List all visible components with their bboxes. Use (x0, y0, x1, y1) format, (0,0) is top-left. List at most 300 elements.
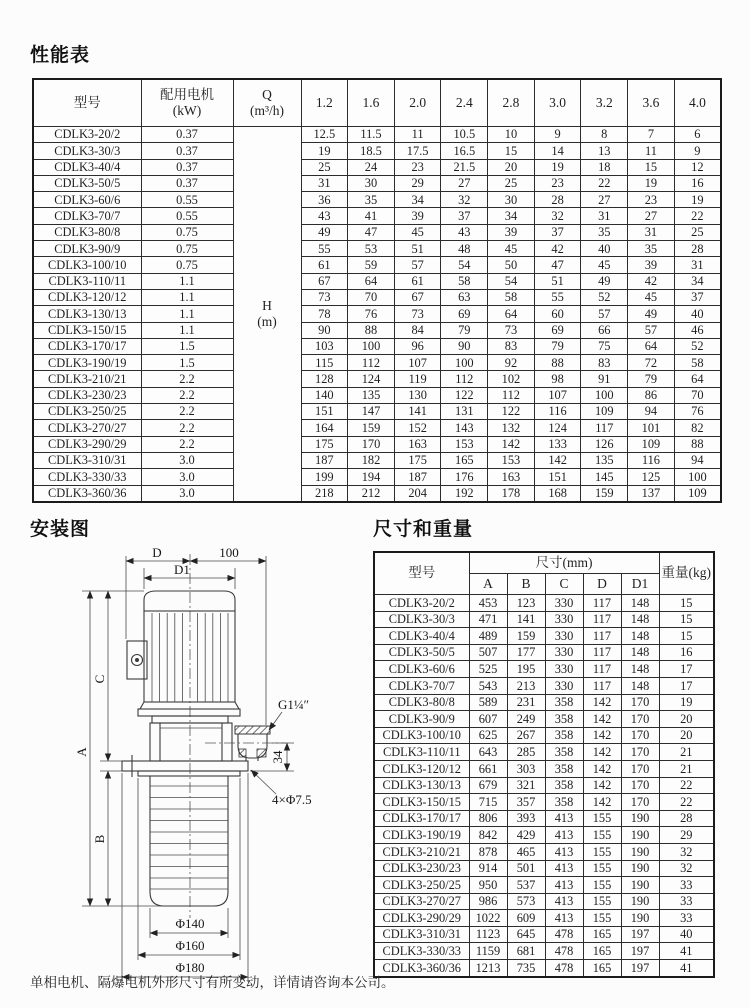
head-value-cell: 78 (301, 306, 348, 322)
model-cell: CDLK3-80/8 (374, 694, 469, 711)
head-value-cell: 49 (628, 306, 675, 322)
dimensions-row (374, 777, 714, 794)
head-value-cell: 119 (394, 371, 441, 387)
head-value-cell: 101 (628, 420, 675, 436)
dimensions-section-title: 尺寸和重量 (373, 519, 474, 540)
size-value-cell: 358 (545, 711, 583, 728)
head-value-cell: 86 (628, 387, 675, 403)
size-value-cell: 609 (507, 910, 545, 927)
model-cell: CDLK3-130/13 (33, 306, 141, 322)
head-value-cell: 20 (488, 159, 535, 175)
head-value-cell: 67 (301, 273, 348, 289)
head-value-cell: 58 (674, 355, 721, 371)
size-value-cell: 148 (621, 595, 659, 612)
head-value-cell: 145 (581, 469, 628, 485)
size-value-cell: 478 (545, 926, 583, 943)
head-value-cell: 27 (441, 175, 488, 191)
model-cell: CDLK3-40/4 (374, 628, 469, 645)
head-value-cell: 15 (628, 159, 675, 175)
head-value-cell: 163 (394, 436, 441, 452)
size-value-cell: 170 (621, 727, 659, 744)
size-value-cell: 170 (621, 777, 659, 794)
size-value-cell: 330 (545, 677, 583, 694)
size-value-cell: 170 (621, 744, 659, 761)
weight-cell: 28 (659, 810, 714, 827)
label-dia-160: Φ160 (175, 938, 205, 953)
performance-row (33, 387, 721, 403)
motor-kw-cell: 0.55 (141, 208, 233, 224)
col-header-flow-q: Q (m³/h) (233, 79, 301, 127)
head-value-cell: 170 (348, 436, 395, 452)
label-mount-holes: 4×Φ7.5 (272, 792, 312, 807)
size-value-cell: 190 (621, 877, 659, 894)
head-value-cell: 182 (348, 452, 395, 468)
size-value-cell: 1213 (469, 960, 507, 977)
size-value-cell: 155 (583, 860, 621, 877)
size-value-cell: 117 (583, 661, 621, 678)
flow-column-header: 2.4 (441, 79, 488, 127)
head-value-cell: 51 (394, 241, 441, 257)
size-value-cell: 358 (545, 694, 583, 711)
motor-kw-cell: 3.0 (141, 469, 233, 485)
head-value-cell: 109 (581, 404, 628, 420)
size-value-cell: 148 (621, 644, 659, 661)
head-value-cell: 91 (581, 371, 628, 387)
head-value-cell: 102 (488, 371, 535, 387)
head-value-cell: 57 (628, 322, 675, 338)
head-value-cell: 94 (628, 404, 675, 420)
dimensions-row (374, 611, 714, 628)
head-value-cell: 212 (348, 485, 395, 502)
head-value-cell: 11 (394, 127, 441, 143)
dimensions-row (374, 794, 714, 811)
size-value-cell: 478 (545, 943, 583, 960)
head-value-cell: 31 (301, 175, 348, 191)
size-value-cell: 625 (469, 727, 507, 744)
size-value-cell: 986 (469, 893, 507, 910)
head-value-cell: 178 (488, 485, 535, 502)
pump-support (150, 716, 232, 761)
head-value-cell: 151 (301, 404, 348, 420)
head-value-cell: 175 (394, 452, 441, 468)
head-value-cell: 23 (534, 175, 581, 191)
size-value-cell: 1123 (469, 926, 507, 943)
size-value-cell: 878 (469, 843, 507, 860)
flow-column-header: 1.2 (301, 79, 348, 127)
size-value-cell: 231 (507, 694, 545, 711)
model-cell: CDLK3-170/17 (374, 810, 469, 827)
weight-cell: 40 (659, 926, 714, 943)
size-value-cell: 715 (469, 794, 507, 811)
model-cell: CDLK3-30/3 (374, 611, 469, 628)
head-value-cell: 48 (441, 241, 488, 257)
head-value-cell: 55 (301, 241, 348, 257)
dimensions-row (374, 677, 714, 694)
size-value-cell: 645 (507, 926, 545, 943)
dimensions-row (374, 926, 714, 943)
head-value-cell: 10 (488, 127, 535, 143)
label-d1: D1 (174, 562, 190, 577)
head-value-cell: 135 (348, 387, 395, 403)
size-value-cell: 357 (507, 794, 545, 811)
size-value-cell: 358 (545, 727, 583, 744)
head-value-cell: 45 (581, 257, 628, 273)
motor-kw-cell: 3.0 (141, 452, 233, 468)
head-value-cell: 67 (394, 289, 441, 305)
head-value-cell: 12.5 (301, 127, 348, 143)
size-value-cell: 330 (545, 611, 583, 628)
model-cell: CDLK3-70/7 (374, 677, 469, 694)
size-value-cell: 806 (469, 810, 507, 827)
model-cell: CDLK3-210/21 (33, 371, 141, 387)
motor-kw-cell: 1.5 (141, 338, 233, 354)
head-value-cell: 90 (441, 338, 488, 354)
model-cell: CDLK3-190/19 (33, 355, 141, 371)
size-column-header: D1 (621, 574, 659, 595)
model-cell: CDLK3-150/15 (33, 322, 141, 338)
head-value-cell: 73 (301, 289, 348, 305)
label-dia-140: Φ140 (175, 916, 205, 931)
size-value-cell: 165 (583, 926, 621, 943)
dimensions-row (374, 595, 714, 612)
head-value-cell: 25 (301, 159, 348, 175)
size-value-cell: 155 (583, 810, 621, 827)
head-value-cell: 164 (301, 420, 348, 436)
head-value-cell: 37 (441, 208, 488, 224)
head-value-cell: 92 (488, 355, 535, 371)
head-value-cell: 18.5 (348, 143, 395, 159)
head-value-cell: 112 (348, 355, 395, 371)
head-value-cell: 42 (628, 273, 675, 289)
head-value-cell: 53 (348, 241, 395, 257)
size-value-cell: 190 (621, 810, 659, 827)
dimensions-row (374, 760, 714, 777)
size-value-cell: 465 (507, 843, 545, 860)
size-value-cell: 507 (469, 644, 507, 661)
label-c: C (92, 674, 107, 684)
size-value-cell: 142 (583, 711, 621, 728)
motor-kw-cell: 2.2 (141, 371, 233, 387)
head-value-cell: 187 (394, 469, 441, 485)
head-value-cell: 45 (394, 224, 441, 240)
col-header-model: 型号 (374, 552, 469, 595)
weight-cell: 29 (659, 827, 714, 844)
weight-cell: 41 (659, 943, 714, 960)
label-d: D (152, 546, 162, 560)
head-value-cell: 25 (488, 175, 535, 191)
size-value-cell: 661 (469, 760, 507, 777)
head-value-cell: 43 (441, 224, 488, 240)
head-value-cell: 36 (301, 192, 348, 208)
performance-table (32, 78, 722, 503)
model-cell: CDLK3-80/8 (33, 224, 141, 240)
label-100: 100 (219, 546, 239, 560)
size-value-cell: 117 (583, 628, 621, 645)
head-value-cell: 45 (628, 289, 675, 305)
installation-section-title: 安装图 (30, 519, 91, 540)
head-value-cell: 51 (534, 273, 581, 289)
head-value-cell: 16.5 (441, 143, 488, 159)
mounting-flange (122, 755, 248, 777)
dimensions-row (374, 694, 714, 711)
size-value-cell: 148 (621, 661, 659, 678)
head-value-cell: 19 (674, 192, 721, 208)
performance-row (33, 371, 721, 387)
head-value-cell: 90 (301, 322, 348, 338)
dimensions-row (374, 644, 714, 661)
size-column-header: A (469, 574, 507, 595)
model-cell: CDLK3-210/21 (374, 843, 469, 860)
head-value-cell: 107 (534, 387, 581, 403)
dimensions-row (374, 843, 714, 860)
motor-kw-cell: 2.2 (141, 404, 233, 420)
head-value-cell: 64 (674, 371, 721, 387)
head-value-cell: 49 (581, 273, 628, 289)
weight-cell: 16 (659, 644, 714, 661)
model-cell: CDLK3-110/11 (374, 744, 469, 761)
head-value-cell: 75 (581, 338, 628, 354)
head-value-cell: 58 (488, 289, 535, 305)
performance-section-title: 性能表 (30, 45, 91, 66)
head-value-cell: 31 (581, 208, 628, 224)
head-value-cell: 64 (488, 306, 535, 322)
size-value-cell: 478 (545, 960, 583, 977)
head-value-cell: 79 (441, 322, 488, 338)
size-value-cell: 358 (545, 794, 583, 811)
head-value-cell: 19 (628, 175, 675, 191)
performance-row (33, 485, 721, 502)
head-value-cell: 63 (441, 289, 488, 305)
head-value-cell: 131 (441, 404, 488, 420)
size-value-cell: 190 (621, 893, 659, 910)
head-value-cell: 165 (441, 452, 488, 468)
size-value-cell: 155 (583, 893, 621, 910)
head-value-cell: 19 (534, 159, 581, 175)
size-value-cell: 393 (507, 810, 545, 827)
model-cell: CDLK3-30/3 (33, 143, 141, 159)
model-cell: CDLK3-100/10 (374, 727, 469, 744)
dimensions-row (374, 727, 714, 744)
head-value-cell: 15 (488, 143, 535, 159)
head-value-cell: 46 (674, 322, 721, 338)
model-cell: CDLK3-60/6 (33, 192, 141, 208)
head-value-cell: 176 (441, 469, 488, 485)
size-value-cell: 142 (583, 744, 621, 761)
performance-row (33, 338, 721, 354)
weight-cell: 20 (659, 727, 714, 744)
performance-row (33, 289, 721, 305)
head-value-cell: 76 (674, 404, 721, 420)
weight-cell: 33 (659, 877, 714, 894)
model-cell: CDLK3-190/19 (374, 827, 469, 844)
head-value-cell: 100 (674, 469, 721, 485)
head-value-cell: 135 (581, 452, 628, 468)
motor-kw-cell: 0.37 (141, 175, 233, 191)
dimensions-row (374, 910, 714, 927)
head-value-cell: 31 (628, 224, 675, 240)
size-value-cell: 285 (507, 744, 545, 761)
head-value-cell: 83 (488, 338, 535, 354)
head-value-cell: 69 (441, 306, 488, 322)
head-value-cell: 204 (394, 485, 441, 502)
size-value-cell: 330 (545, 661, 583, 678)
performance-row (33, 175, 721, 191)
model-cell: CDLK3-150/15 (374, 794, 469, 811)
head-value-cell: 10.5 (441, 127, 488, 143)
head-value-cell: 47 (348, 224, 395, 240)
model-cell: CDLK3-70/7 (33, 208, 141, 224)
size-value-cell: 1159 (469, 943, 507, 960)
head-value-cell: 40 (581, 241, 628, 257)
size-value-cell: 413 (545, 810, 583, 827)
flow-column-header: 1.6 (348, 79, 395, 127)
size-value-cell: 170 (621, 711, 659, 728)
performance-row (33, 257, 721, 273)
weight-cell: 15 (659, 595, 714, 612)
size-value-cell: 842 (469, 827, 507, 844)
head-value-cell: 23 (394, 159, 441, 175)
flow-column-header: 2.0 (394, 79, 441, 127)
model-cell: CDLK3-170/17 (33, 338, 141, 354)
col-header-model: 型号 (33, 79, 141, 127)
head-value-cell: 82 (674, 420, 721, 436)
head-value-cell: 187 (301, 452, 348, 468)
size-value-cell: 267 (507, 727, 545, 744)
weight-cell: 15 (659, 628, 714, 645)
model-cell: CDLK3-20/2 (374, 595, 469, 612)
head-value-cell: 52 (581, 289, 628, 305)
weight-cell: 22 (659, 777, 714, 794)
model-cell: CDLK3-130/13 (374, 777, 469, 794)
size-value-cell: 330 (545, 595, 583, 612)
head-value-cell: 54 (488, 273, 535, 289)
weight-cell: 41 (659, 960, 714, 977)
label-a: A (74, 747, 89, 757)
size-value-cell: 358 (545, 777, 583, 794)
head-value-cell: 37 (534, 224, 581, 240)
motor-body (138, 591, 240, 716)
head-value-cell: 60 (534, 306, 581, 322)
head-value-cell: 22 (674, 208, 721, 224)
size-value-cell: 170 (621, 760, 659, 777)
dimensions-header-row-1 (374, 552, 714, 574)
size-value-cell: 117 (583, 677, 621, 694)
head-value-cell: 88 (348, 322, 395, 338)
head-value-cell: 163 (488, 469, 535, 485)
size-value-cell: 950 (469, 877, 507, 894)
motor-kw-cell: 1.1 (141, 322, 233, 338)
head-value-cell: 39 (394, 208, 441, 224)
flow-column-header: 3.0 (534, 79, 581, 127)
size-value-cell: 213 (507, 677, 545, 694)
size-value-cell: 501 (507, 860, 545, 877)
head-value-cell: 107 (394, 355, 441, 371)
motor-kw-cell: 2.2 (141, 436, 233, 452)
motor-kw-cell: 1.1 (141, 306, 233, 322)
size-value-cell: 197 (621, 960, 659, 977)
motor-kw-cell: 3.0 (141, 485, 233, 502)
performance-row (33, 322, 721, 338)
head-value-cell: 115 (301, 355, 348, 371)
head-value-cell: 132 (488, 420, 535, 436)
head-value-cell: 45 (488, 241, 535, 257)
motor-kw-cell: 0.75 (141, 241, 233, 257)
head-value-cell: 192 (441, 485, 488, 502)
model-cell: CDLK3-250/25 (33, 404, 141, 420)
head-value-cell: 116 (628, 452, 675, 468)
head-value-cell: 109 (628, 436, 675, 452)
head-value-cell: 147 (348, 404, 395, 420)
performance-row (33, 127, 721, 143)
head-value-cell: 57 (394, 257, 441, 273)
head-value-cell: 12 (674, 159, 721, 175)
head-value-cell: 168 (534, 485, 581, 502)
head-value-cell: 31 (674, 257, 721, 273)
size-column-header: B (507, 574, 545, 595)
head-value-cell: 23 (628, 192, 675, 208)
head-value-cell: 130 (394, 387, 441, 403)
head-value-cell: 42 (534, 241, 581, 257)
head-value-cell: 52 (674, 338, 721, 354)
head-value-cell: 159 (581, 485, 628, 502)
size-value-cell: 413 (545, 877, 583, 894)
size-value-cell: 735 (507, 960, 545, 977)
size-value-cell: 643 (469, 744, 507, 761)
head-value-cell: 34 (488, 208, 535, 224)
head-value-cell: 39 (628, 257, 675, 273)
size-value-cell: 607 (469, 711, 507, 728)
head-value-cell: 40 (674, 306, 721, 322)
head-value-cell: 14 (534, 143, 581, 159)
model-cell: CDLK3-40/4 (33, 159, 141, 175)
head-value-cell: 83 (581, 355, 628, 371)
model-cell: CDLK3-290/29 (33, 436, 141, 452)
size-value-cell: 190 (621, 910, 659, 927)
size-value-cell: 170 (621, 694, 659, 711)
model-cell: CDLK3-310/31 (374, 926, 469, 943)
weight-cell: 32 (659, 843, 714, 860)
performance-row (33, 452, 721, 468)
size-value-cell: 195 (507, 661, 545, 678)
model-cell: CDLK3-360/36 (33, 485, 141, 502)
head-value-cell: 79 (534, 338, 581, 354)
head-value-cell: 47 (534, 257, 581, 273)
head-value-cell: 137 (628, 485, 675, 502)
size-value-cell: 525 (469, 661, 507, 678)
size-value-cell: 148 (621, 611, 659, 628)
performance-row (33, 192, 721, 208)
size-value-cell: 117 (583, 644, 621, 661)
performance-row (33, 241, 721, 257)
size-value-cell: 330 (545, 628, 583, 645)
weight-cell: 17 (659, 677, 714, 694)
head-value-cell: 35 (628, 241, 675, 257)
dimensions-row (374, 661, 714, 678)
weight-cell: 33 (659, 893, 714, 910)
size-value-cell: 190 (621, 827, 659, 844)
head-value-cell: 6 (674, 127, 721, 143)
head-value-cell: 98 (534, 371, 581, 387)
model-cell: CDLK3-250/25 (374, 877, 469, 894)
head-value-cell: 218 (301, 485, 348, 502)
head-value-cell: 29 (394, 175, 441, 191)
size-value-cell: 413 (545, 860, 583, 877)
head-value-cell: 124 (534, 420, 581, 436)
model-cell: CDLK3-270/27 (33, 420, 141, 436)
head-value-cell: 70 (674, 387, 721, 403)
head-value-cell: 116 (534, 404, 581, 420)
size-value-cell: 537 (507, 877, 545, 894)
